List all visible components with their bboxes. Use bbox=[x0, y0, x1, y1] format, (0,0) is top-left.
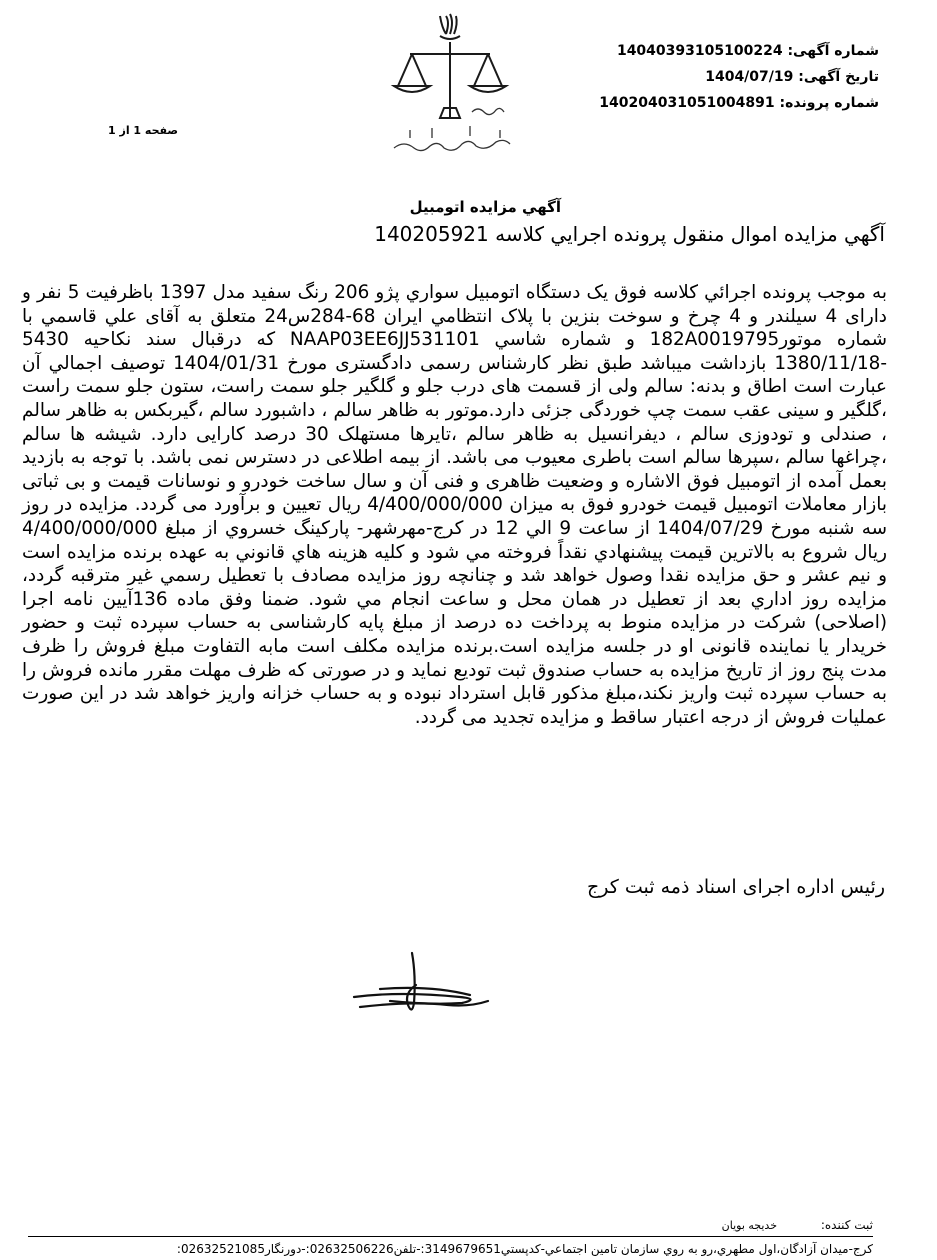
judiciary-emblem-icon bbox=[380, 8, 580, 158]
notice-date: 1404/07/19 bbox=[705, 69, 794, 85]
footer-divider bbox=[28, 1236, 873, 1237]
footer-address: كرج-ميدان آزادگان،اول مطهري،رو به روي سازمان تامين اجتماعي-كدپستي3149679651:-تلفن02632506226:-دورنگار02632521085: bbox=[176, 1242, 873, 1256]
registrar-label: ثبت کننده: bbox=[820, 1218, 873, 1232]
notice-metadata bbox=[599, 38, 879, 116]
page-number: صفحه 1 از 1 bbox=[108, 124, 179, 137]
registrar bbox=[722, 1218, 873, 1232]
case-number-label: شماره پرونده: bbox=[779, 95, 879, 111]
case-number: 140204031051004891 bbox=[599, 95, 775, 111]
notice-body: به موجب پرونده اجرائي كلاسه فوق يک دستگاه اتومبيل سواري پژو 206 رنگ سفيد مدل 1397 باظرفيت 5 نفر و دارای 4 سيلندر و 4 چرخ و سوخت بنزين با پلاک انتظامي ايران 68-284س24 متعلق به آقای علي قاسمي با شماره موتور182A0019795 و شماره شاسي NAAP03EE6JJ531101 كه درقبال سند نكاحيه 5430 -1380/11/18 بازداشت ميباشد طبق نظر كارشناس رسمی دادگستری مورخ 1404/01/31 توصيف اجمالي آن عبارت است اطاق و بدنه: سالم ولی از قسمت های درب جلو و گلگير جلو سمت راست، ستون جلو سمت راست ،گلگير و سينی عقب سمت چپ خوردگی جزئی دارد.موتور به ظاهر سالم ، داشبورد سالم ،گيربكس به ظاهر سالم ، صندلی و تودوزی سالم ، ديفرانسيل به ظاهر سالم ،تايرها مستهلک 30 درصد كارايی دارد. شيشه ها سالم ،چراغها سالم ،سپرها سالم است باطری معيوب می باشد. از بيمه اطلاعی در دسترس نمی باشد. با توجه به بازديد بعمل آمده از اتومبيل فوق الاشاره و وضعيت ظاهری و فنی آن و سال ساخت خودرو و نوسانات قيمت و بی ثباتی بازار معاملات اتومبيل قيمت خودرو فوق به ميزان 4/400/000/000 ريال تعيين و برآورد می گردد. مزايده در روز سه شنبه مورخ 1404/07/29 از ساعت 9 الي 12 در كرج-مهرشهر- پاركينگ خسروي از مبلغ 4/400/000/000 ريال شروع به بالاترين قيمت پيشنهادي نقداً فروخته مي شود و كليه هزينه هاي قانوني به عهده برنده مزايده است و نيم عشر و حق مزايده نقدا وصول خواهد شد و چنانچه روز مزايده مصادف با تعطيل رسمي غير مترقبه گردد، مزايده روز اداري بعد از تعطيل در همان محل و ساعت انجام مي شود. ضمنا وفق ماده 136آيين نامه اجرا (اصلاحی) شركت در مزايده منوط به پرداخت ده درصد از مبلغ پايه كارشناسی به حساب سپرده ثبت و حضور خريدار يا نماينده قانونی او در جلسه مزايده است.برنده مزايده مكلف است مابه التفاوت مبلغ فروش را ظرف مدت پنج روز از تاريخ مزايده به حساب صندوق ثبت توديع نمايد و در صورتی كه ظرف مهلت مقرر مانده فروش را به حساب سپرده ثبت واريز نكند،مبلغ مذكور قابل استرداد نبوده و به حساب خزانه واريز خواهد شد در اين صورت عمليات فروش از درجه اعتبار ساقط و مزايده تجديد می گردد. bbox=[22, 282, 888, 728]
notice-title: آگهي مزايده اتومبيل bbox=[409, 198, 561, 216]
notice-number-label: شماره آگهی: bbox=[787, 43, 879, 59]
notice-number: 14040393105100224 bbox=[616, 43, 783, 59]
case-number-row bbox=[599, 90, 879, 116]
notice-date-label: تاریخ آگهی: bbox=[798, 69, 879, 85]
notice-number-row bbox=[599, 38, 879, 64]
registrar-name: خديجه بويان bbox=[721, 1219, 778, 1232]
signatory-title: رئيس اداره اجرای اسناد ذمه ثبت كرج bbox=[587, 876, 885, 898]
signature-icon bbox=[350, 945, 550, 1035]
notice-subtitle: آگهي مزايده اموال منقول پرونده اجرايي كلاسه 140205921 bbox=[374, 222, 885, 246]
notice-date-row bbox=[599, 64, 879, 90]
